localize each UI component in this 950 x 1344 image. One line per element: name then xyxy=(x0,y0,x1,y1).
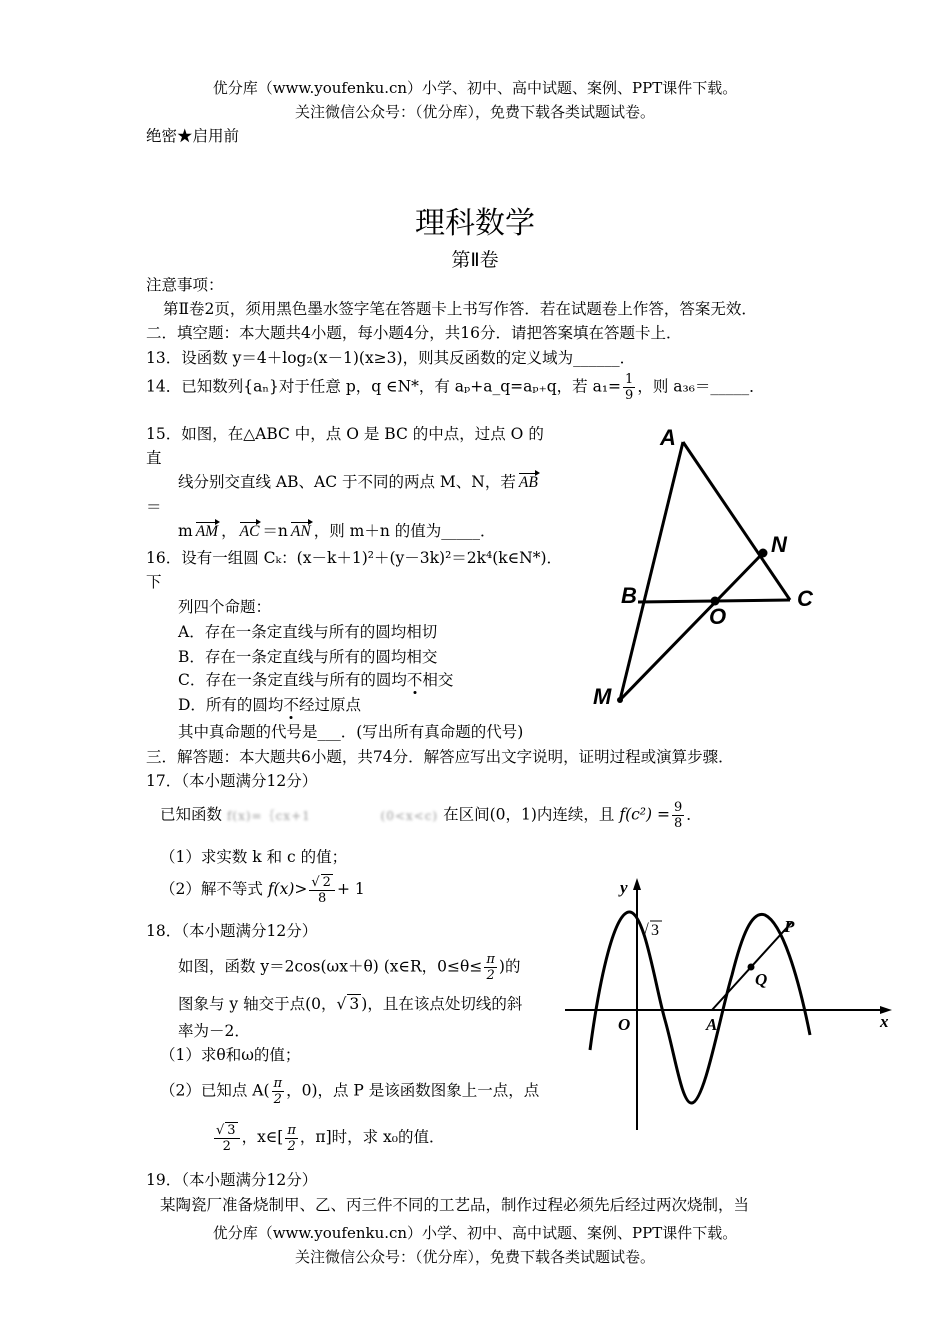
question-14 xyxy=(146,372,765,403)
secret-label: 绝密★启用前 xyxy=(146,127,240,145)
label-sqrt3-radical: √ xyxy=(640,922,649,939)
q18-line-1 xyxy=(178,952,520,983)
q18-pi-over-2 xyxy=(484,952,497,983)
footer-line-2: 关注微信公众号：（优分库），免费下载各类试题试卷。 xyxy=(294,1248,655,1266)
q17-heading: 17．（本小题满分12分） xyxy=(146,772,318,790)
triangle-lines xyxy=(620,442,790,700)
section-3-heading: 三．解答题：本大题共6小题，共74分．解答应写出文字说明，证明过程或演算步骤． xyxy=(146,748,734,766)
label-b: B xyxy=(621,583,637,608)
q18-a-fraction xyxy=(272,1076,285,1107)
q18-pi: π xyxy=(486,952,495,967)
cosine-curve xyxy=(590,912,810,1103)
q18-l1-post: )的 xyxy=(498,957,521,976)
q16-option-c xyxy=(178,668,453,690)
label-x: x xyxy=(880,1012,889,1031)
q18-a-two: 2 xyxy=(273,1092,282,1107)
q19-heading: 19．（本小题满分12分） xyxy=(146,1171,318,1189)
q18-a-pi: π xyxy=(273,1076,283,1091)
page-subtitle: 第Ⅱ卷 xyxy=(451,249,499,271)
q15-m: m xyxy=(178,522,193,540)
q15-eq-n: ＝n xyxy=(262,522,288,540)
label-q: Q xyxy=(755,970,768,989)
q18-sqrt3b: 3 xyxy=(227,1123,236,1138)
point-m xyxy=(617,697,623,703)
q18-part-1: （1）求θ和ω的值； xyxy=(160,1046,301,1064)
q18-l2-post: )，且在该点处切线的斜 xyxy=(361,995,523,1013)
q18-heading: 18．（本小题满分12分） xyxy=(146,922,318,940)
q15-line-3 xyxy=(178,519,496,541)
q16-d-pre: D．所有的圆均 xyxy=(178,696,284,714)
q18-x-two: 2 xyxy=(287,1138,296,1154)
q18-p3-end: ，π]时，求 x₀的值． xyxy=(299,1128,445,1146)
q17-sqrt2: 2 xyxy=(322,875,331,890)
q17-mid: 在区间(0，1)内连续，且 xyxy=(443,805,615,824)
q15-line-1b: 直 xyxy=(146,449,162,467)
label-p: P xyxy=(784,917,795,936)
q18-p2-pre: （2）已知点 A( xyxy=(160,1081,270,1100)
q18-line-3: 率为－2． xyxy=(178,1022,250,1040)
q18-line-2: 图象与 y 轴交于点(0，√ 3 )，且在该点处切线的斜 xyxy=(178,995,523,1013)
q17-line-1 xyxy=(160,800,702,831)
q17-pre: 已知函数 xyxy=(160,805,223,824)
label-origin: O xyxy=(618,1015,631,1034)
line-am xyxy=(620,442,683,700)
q18-x-pi: π xyxy=(287,1122,296,1138)
q18-part-2 xyxy=(160,1076,539,1107)
q17-num: 9 xyxy=(673,800,683,815)
vector-ab: AB xyxy=(519,470,538,492)
q16-option-a: A．存在一条定直线与所有的圆均相切 xyxy=(178,623,438,641)
label-y: y xyxy=(620,878,628,897)
q14-fraction xyxy=(623,372,635,403)
q18-sqrt3-den: 2 xyxy=(222,1139,231,1154)
notes-heading: 注意事项： xyxy=(146,276,224,294)
q17-den8: 8 xyxy=(318,891,327,906)
q16-d-post: 经过原点 xyxy=(298,696,361,714)
q17-sqrt-num: √ 2 xyxy=(309,874,335,891)
q17-part-1: （1）求实数 k 和 c 的值； xyxy=(160,848,348,866)
y-axis-arrow xyxy=(633,878,641,890)
triangle-figure xyxy=(585,420,835,720)
q18-two: 2 xyxy=(486,968,495,983)
notes-body: 第Ⅱ卷2页，须用黑色墨水签字笔在答题卡上书写作答．若在试题卷上作答，答案无效． xyxy=(163,300,757,318)
q16-line-2: 列四个命题： xyxy=(178,598,272,616)
footer-line-1: 优分库（www.youfenku.cn）小学、初中、高中试题、案例、PPT课件下载。 xyxy=(212,1224,738,1242)
label-n: N xyxy=(771,532,787,557)
q17-fc: f(c²) = xyxy=(619,805,670,824)
vector-ac: AC xyxy=(240,519,260,541)
point-n xyxy=(759,549,768,558)
q17-plus1: + 1 xyxy=(336,880,365,898)
q14-num: 1 xyxy=(625,372,634,387)
q16-line-1: 16．设有一组圆 Cₖ：(x－k＋1)²＋(y－3k)²＝2k⁴(k∈N*)． xyxy=(146,549,563,567)
label-o: O xyxy=(709,604,727,629)
q17-den: 8 xyxy=(673,816,683,831)
q18-sqrt3: 3 xyxy=(349,995,360,1013)
q15-line-1: 15．如图，在△ABC 中，点 O 是 BC 的中点，过点 O 的 xyxy=(146,425,544,443)
q16-option-d xyxy=(178,693,361,715)
page-title: 理科数学 xyxy=(415,206,535,241)
vector-an: AN xyxy=(291,519,311,541)
q14-text-post: ，则 a₃₆＝_____． xyxy=(637,377,765,396)
cosine-graph-figure xyxy=(560,875,895,1133)
header-line-1: 优分库（www.youfenku.cn）小学、初中、高中试题、案例、PPT课件下载。 xyxy=(212,79,738,97)
q16-c-emphasis: 不 xyxy=(406,671,423,689)
q17-blurred-domain: (0<x<c) xyxy=(380,808,439,823)
line-mn xyxy=(620,553,763,700)
q17-fraction xyxy=(672,800,684,831)
label-a-point: A xyxy=(706,1015,718,1034)
q18-x-fraction xyxy=(285,1123,298,1154)
q16-c-pre: C．存在一条定直线与所有的圆均 xyxy=(178,671,407,689)
q18-part-2-cont xyxy=(212,1122,445,1154)
q18-sqrt3-num: √ 3 xyxy=(214,1122,240,1139)
q15-line-2b: ＝ xyxy=(146,498,162,516)
line-ac xyxy=(683,442,790,600)
q19-line-1: 某陶瓷厂准备烧制甲、乙、丙三件不同的工艺品，制作过程必须先后经过两次烧制，当 xyxy=(160,1196,750,1214)
q16-option-b: B．存在一条定直线与所有的圆均相交 xyxy=(178,648,438,666)
point-q xyxy=(748,964,755,971)
q18-sqrt3-over-2 xyxy=(214,1122,240,1154)
q16-answer-line: 其中真命题的代号是___．(写出所有真命题的代号) xyxy=(178,723,524,741)
label-a: A xyxy=(660,425,676,450)
q18-l2-pre: 图象与 y 轴交于点(0， xyxy=(178,995,337,1013)
q16-line-1b: 下 xyxy=(146,573,162,591)
q15-line-2-text: 线分别交直线 AB、AC 于不同的两点 M、N，若 xyxy=(178,473,516,491)
q16-c-post: 相交 xyxy=(422,671,454,689)
q18-l1-pre: 如图，函数 y＝2cos(ωx＋θ) (x∈R，0≤θ≤ xyxy=(178,957,483,976)
q17-part-2 xyxy=(160,874,365,906)
section-2-heading: 二．填空题：本大题共4小题，每小题4分，共16分．请把答案填在答题卡上． xyxy=(146,324,682,342)
header-line-2: 关注微信公众号：（优分库），免费下载各类试题试卷。 xyxy=(294,103,655,121)
label-c: C xyxy=(797,586,813,611)
q18-p2-post: ，0)，点 P 是该函数图象上一点，点 xyxy=(286,1081,540,1100)
vector-am: AM xyxy=(196,519,218,541)
q17-p2-pre: （2）解不等式 xyxy=(160,880,263,898)
label-m: M xyxy=(593,684,612,709)
label-sqrt3-value: 3 xyxy=(651,922,659,939)
q15-line-2 xyxy=(178,470,541,492)
q15-comma: ， xyxy=(221,522,237,540)
q16-d-emphasis: 不 xyxy=(283,696,299,714)
q17-blurred-function: f(x)=｛cx+1 xyxy=(226,808,316,823)
q14-text-pre: 14．已知数列{aₙ}对于任意 p，q ∈N*，有 aₚ+a_q=aₚ₊q，若 a₁= xyxy=(146,377,622,396)
q17-end: ． xyxy=(686,805,702,824)
q14-den: 9 xyxy=(625,388,634,403)
q17-sqrt-fraction xyxy=(309,874,335,906)
q18-p3-post: ，x∈[ xyxy=(241,1128,284,1146)
q15-tail: ，则 m＋n 的值为_____． xyxy=(313,522,496,540)
q17-fx: f(x)> xyxy=(267,880,308,898)
question-13: 13．设函数 y＝4＋log₂(x－1)(x≥3)，则其反函数的定义域为______． xyxy=(146,349,636,367)
